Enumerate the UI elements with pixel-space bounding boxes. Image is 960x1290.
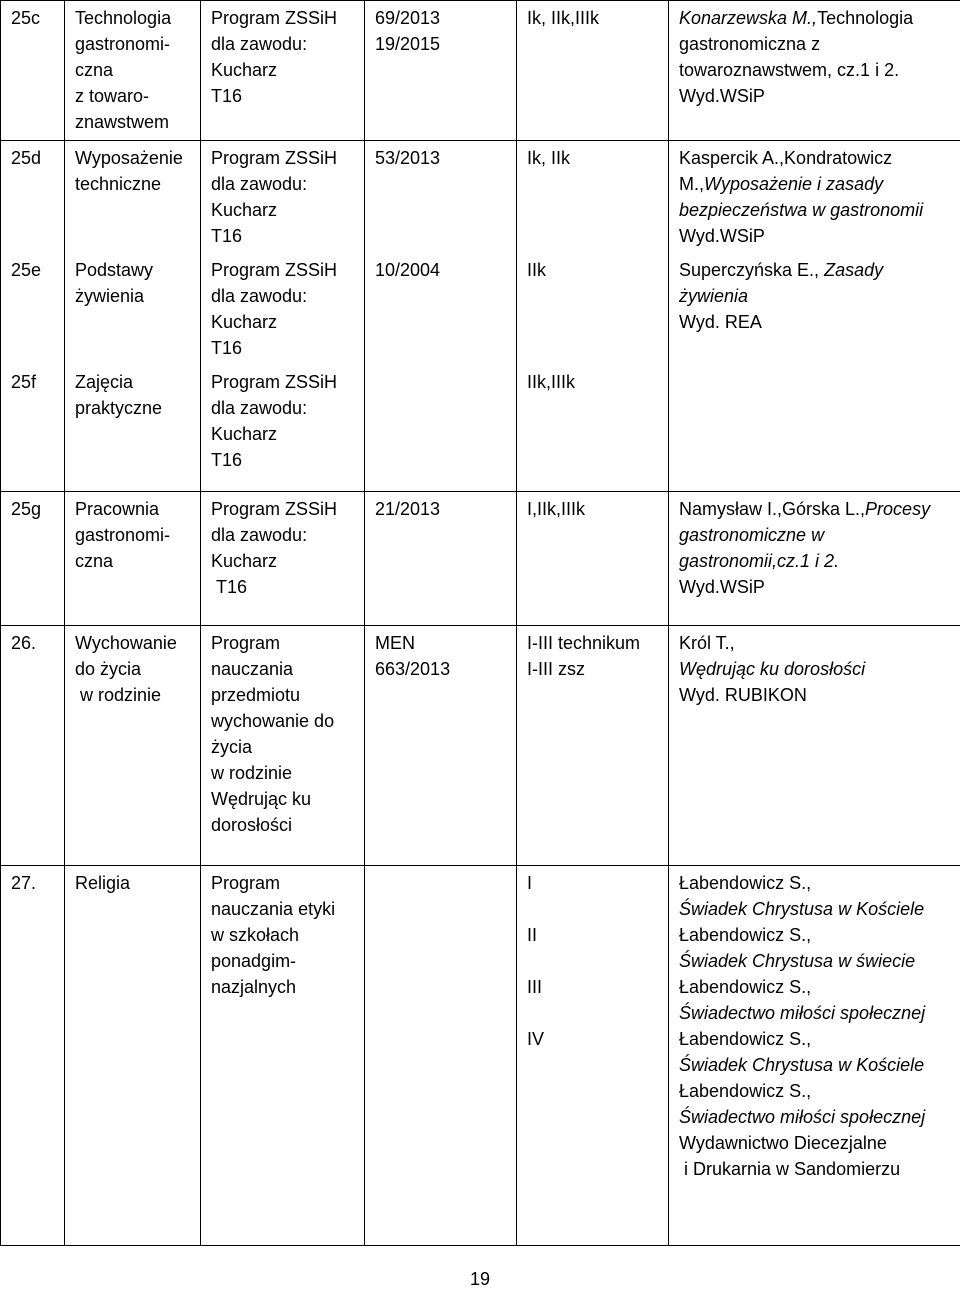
program-number <box>365 865 517 1245</box>
subject-name: Zajęcia praktyczne <box>65 365 201 491</box>
row-number: 27. <box>1 865 65 1245</box>
subject-name: Religia <box>65 865 201 1245</box>
class-levels: IIk <box>517 253 669 365</box>
class-levels: I II III IV <box>517 865 669 1245</box>
textbook: Namysław I.,Górska L.,Procesy gastronomiczne w gastronomii,cz.1 i 2. Wyd.WSiP <box>669 491 960 625</box>
program-number <box>365 365 517 491</box>
table-row <box>1 865 960 1245</box>
program-number: 69/2013 19/2015 <box>365 1 517 141</box>
textbook <box>669 365 960 491</box>
program-name: Program ZSSiH dla zawodu: Kucharz T16 <box>201 365 365 491</box>
row-number: 26. <box>1 625 65 865</box>
subject-name: Wyposażenie techniczne <box>65 141 201 254</box>
row-number: 25d <box>1 141 65 254</box>
program-name: Program nauczania przedmiotu wychowanie do życia w rodzinie Wędrując ku dorosłości <box>201 625 365 865</box>
subject-name: Podstawy żywienia <box>65 253 201 365</box>
subject-name: Pracownia gastronomi- czna <box>65 491 201 625</box>
program-number: 21/2013 <box>365 491 517 625</box>
subject-name: Technologia gastronomi- czna z towaro- znawstwem <box>65 1 201 141</box>
table-row <box>1 625 960 865</box>
class-levels: Ik, IIk <box>517 141 669 254</box>
page-number: 19 <box>0 1269 960 1290</box>
row-number: 25c <box>1 1 65 141</box>
table-row <box>1 141 960 254</box>
class-levels: I,IIk,IIIk <box>517 491 669 625</box>
program-name: Program ZSSiH dla zawodu: Kucharz T16 <box>201 1 365 141</box>
textbook: Konarzewska M.,Technologia gastronomiczna z towaroznawstwem, cz.1 i 2. Wyd.WSiP <box>669 1 960 141</box>
table-row <box>1 1 960 141</box>
class-levels: I-III technikum I-III zsz <box>517 625 669 865</box>
textbook: Superczyńska E., Zasady żywienia Wyd. REA <box>669 253 960 365</box>
program-name: Program ZSSiH dla zawodu: Kucharz T16 <box>201 253 365 365</box>
program-name: Program ZSSiH dla zawodu: Kucharz T16 <box>201 491 365 625</box>
program-number: 10/2004 <box>365 253 517 365</box>
row-number: 25e <box>1 253 65 365</box>
textbook: Król T., Wędrując ku dorosłości Wyd. RUBIKON <box>669 625 960 865</box>
class-levels: IIk,IIIk <box>517 365 669 491</box>
textbook: Łabendowicz S., Świadek Chrystusa w Kościele Łabendowicz S., Świadek Chrystusa w świecie Łabendowicz S., Świadectwo miłości społecznej Łabendowicz S., Świadek Chrystusa w Kościele Łabendowicz S., Świadectwo miłości społecznej Wydawnictwo Diecezjalne i Drukarnia w Sandomierzu <box>669 865 960 1245</box>
program-name: Program ZSSiH dla zawodu: Kucharz T16 <box>201 141 365 254</box>
class-levels: Ik, IIk,IIIk <box>517 1 669 141</box>
table-row <box>1 253 960 365</box>
row-number: 25g <box>1 491 65 625</box>
program-name: Program nauczania etyki w szkołach ponadgim- nazjalnych <box>201 865 365 1245</box>
program-number: 53/2013 <box>365 141 517 254</box>
textbook: Kaspercik A.,Kondratowicz M.,Wyposażenie i zasady bezpieczeństwa w gastronomii Wyd.WSiP <box>669 141 960 254</box>
table-row <box>1 491 960 625</box>
program-number: MEN 663/2013 <box>365 625 517 865</box>
table-row <box>1 365 960 491</box>
subject-name: Wychowanie do życia w rodzinie <box>65 625 201 865</box>
row-number: 25f <box>1 365 65 491</box>
